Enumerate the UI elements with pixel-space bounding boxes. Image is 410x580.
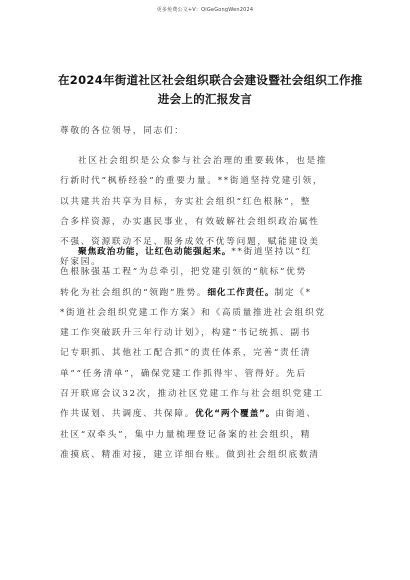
paragraph-2 [60, 242, 352, 465]
paragraph-2-text: 作共谋划、共调度、共保障。 [60, 409, 196, 420]
subheading-two-coverages: 优化“两个覆盖”。 [195, 409, 276, 420]
paragraph-2-line: 准摸底、精准对接，建立详细台账。做到社会组织底数清 [60, 449, 320, 460]
greeting-text: 尊敬的各位领导，同志们： [60, 126, 185, 136]
paragraph-2-text: **街道坚持以“红 [231, 247, 312, 257]
document-title-line-1: 在2024年街道社区社会组织联合会建设暨社会组织工作推 [58, 73, 363, 87]
paragraph-1-line: 合多样资源，办实惠民事业，有效破解社会组织政治属性 [60, 216, 320, 227]
paragraph-2-line: *街道社会组织党建工作方案》和《高质量推进社会组织党 [60, 307, 326, 318]
paragraph-2-line: 召开联席会议32次，推动社区党建工作与社会组织党建工 [60, 389, 324, 400]
paragraph-2-line: 社区“双牵头”，集中力量梳理登记备案的社会组织，精 [60, 429, 312, 440]
paragraph-2-line [60, 404, 352, 424]
paragraph-1-line: 行新时代“枫桥经验”的重要力量。**街道坚持党建引领， [60, 176, 324, 187]
subheading-refine-responsibility: 细化工作责任。 [207, 287, 275, 298]
paragraph-2-line: 色根脉强基工程”为总牵引，把党建引领的“航标”优势 [60, 267, 307, 278]
paragraph-2-text: 由街道、 [275, 409, 317, 420]
document-title-line-2: 进会上的汇报发言 [157, 92, 253, 106]
paragraph-1-line: 好家园。 [60, 257, 102, 268]
paragraph-2-line: 建工作突破跃升三年行动计划》，构建“书记统抓、副书 [60, 328, 312, 339]
paragraph-2-text: 转化为社会组织的“领跑”胜势。 [60, 287, 208, 298]
paragraph-1-line: 社区社会组织是公众参与社会治理的重要载体，也是推 [78, 156, 328, 166]
paragraph-2-line [60, 283, 352, 303]
paragraph-2-line: 记专职抓、其他社工配合抓”的责任体系，完善“责任清 [60, 348, 312, 359]
paragraph-1-line: 以共建共治共享为目标，夯实社会组织“红色根脉”，整 [60, 196, 312, 207]
section-heading: 聚焦政治功能，让红色动能强起来。 [78, 247, 232, 257]
paragraph-2-text: 制定《* [274, 287, 312, 298]
greeting [60, 121, 352, 141]
paragraph-2-line: 单”“任务清单”，确保党建工作抓得牢、管得好。先后 [60, 368, 307, 379]
paragraph-2-line [60, 242, 352, 262]
paragraph-1-line: 不强、资源联动不足、服务成效不优等问题，赋能建设美 [60, 237, 320, 248]
page-header: 更多免费公文+V：QiGeGongWen2024 [156, 7, 254, 13]
